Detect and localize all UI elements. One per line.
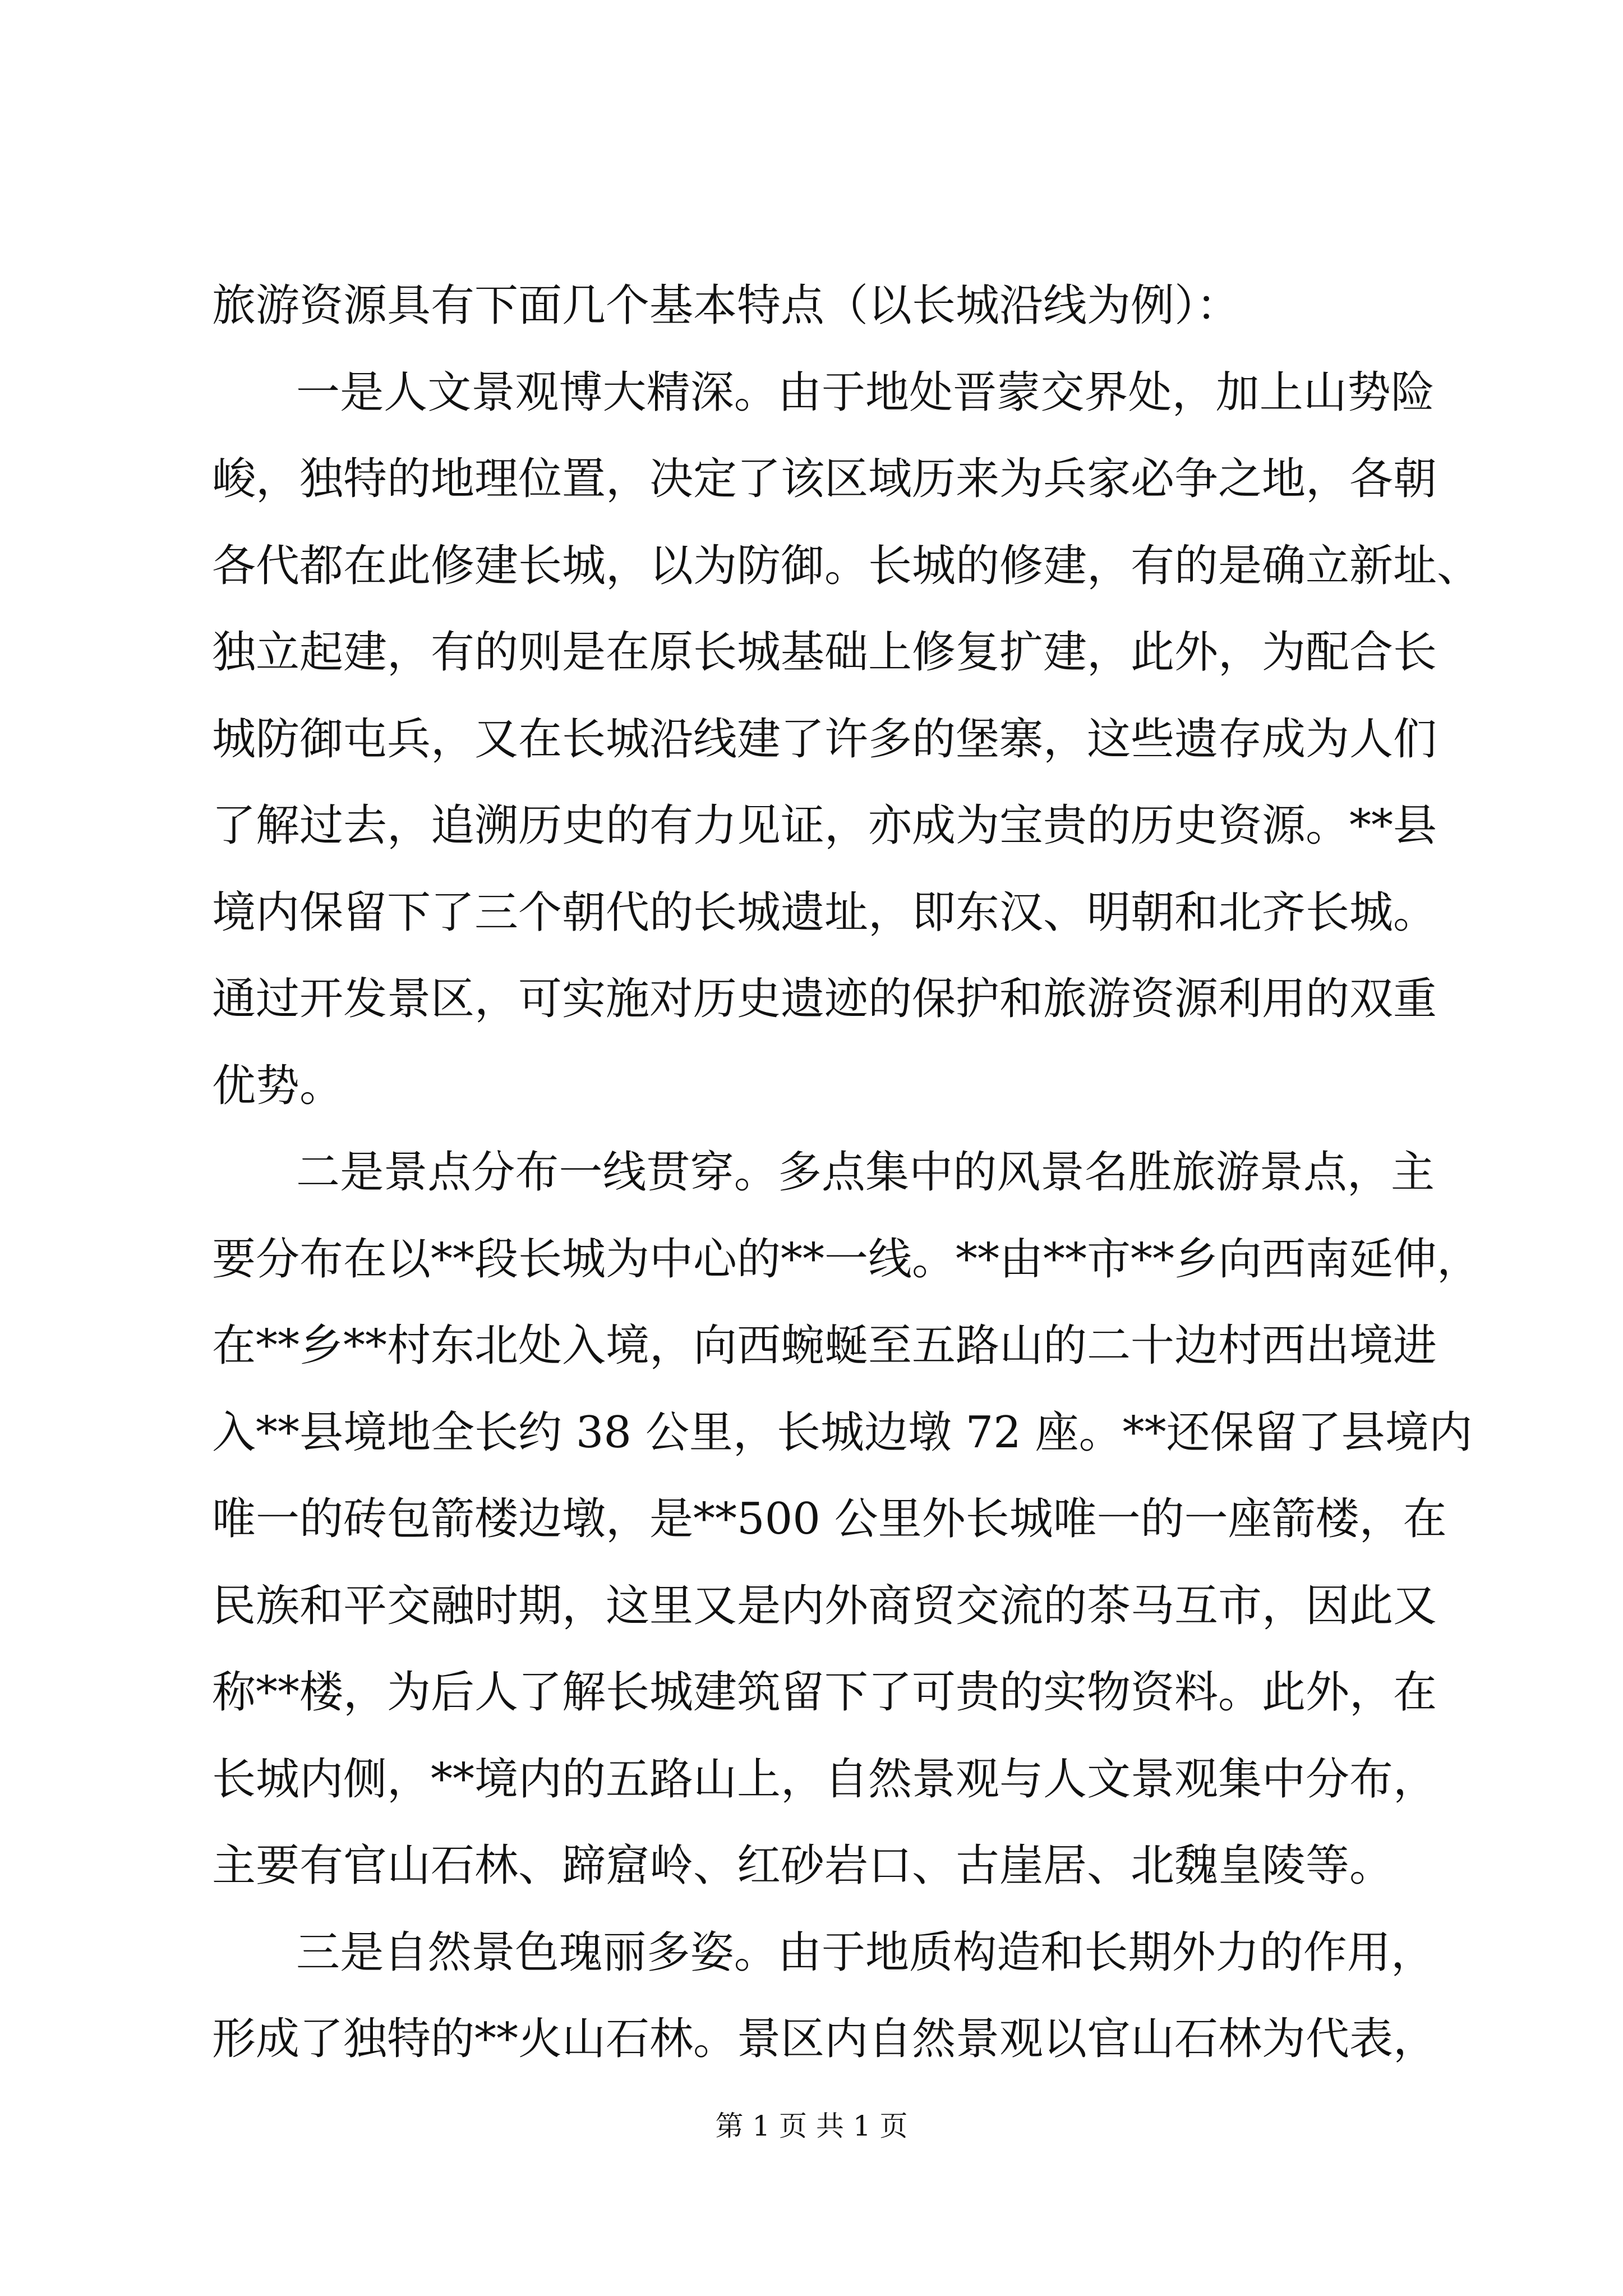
- page-number-footer: 第 1 页 共 1 页: [715, 2110, 908, 2142]
- paragraph-1-line: 一是人文景观博大精深。由于地处晋蒙交界处，加上山势险: [296, 367, 1435, 418]
- text-line: 民族和平交融时期，这里又是内外商贸交流的茶马互市，因此又: [212, 1580, 1437, 1631]
- document-body: [212, 263, 1481, 2083]
- text-line: 主要有官山石林、蹄窟岭、红砂岩口、古崖居、北魏皇陵等。: [212, 1841, 1394, 1891]
- text-line: 形成了独特的**火山石林。景区内自然景观以官山石林为代表，: [212, 2014, 1437, 2064]
- text-line: 了解过去，追溯历史的有力见证，亦成为宝贵的历史资源。**县: [212, 800, 1437, 851]
- text-line: 独立起建，有的则是在原长城基础上修复扩建，此外，为配合长: [212, 627, 1437, 678]
- text-line: 峻，独特的地理位置，决定了该区域历来为兵家必争之地，各朝: [212, 454, 1437, 504]
- paragraph-2-line: 二是景点分布一线贯穿。多点集中的风景名胜旅游景点，主: [296, 1147, 1435, 1198]
- text-line: 长城内侧，**境内的五路山上，自然景观与人文景观集中分布，: [212, 1754, 1437, 1805]
- text-line: 各代都在此修建长城，以为防御。长城的修建，有的是确立新址、: [212, 540, 1481, 591]
- text-line: 旅游资源具有下面几个基本特点（以长城沿线为例）：: [212, 280, 1241, 331]
- text-line: 优势。: [212, 1060, 344, 1111]
- text-line: 称**楼，为后人了解长城建筑留下了可贵的实物资料。此外，在: [212, 1667, 1437, 1718]
- text-line: 通过开发景区，可实施对历史遗迹的保护和旅游资源利用的双重: [212, 974, 1437, 1024]
- text-line: 境内保留下了三个朝代的长城遗址，即东汉、明朝和北齐长城。: [212, 887, 1437, 938]
- text-line: 要分布在以**段长城为中心的**一线。**由**市**乡向西南延伸，: [212, 1234, 1481, 1285]
- text-line: 城防御屯兵，又在长城沿线建了许多的堡寨，这些遗存成为人们: [212, 714, 1437, 765]
- text-line: 唯一的砖包箭楼边墩，是**500 公里外长城唯一的一座箭楼，在: [212, 1494, 1447, 1544]
- paragraph-3-line: 三是自然景色瑰丽多姿。由于地质构造和长期外力的作用，: [296, 1927, 1435, 1978]
- text-line: 入**县境地全长约 38 公里，长城边墩 72 座。**还保留了县境内: [212, 1407, 1473, 1458]
- text-line: 在**乡**村东北处入境，向西蜿蜒至五路山的二十边村西出境进: [212, 1320, 1437, 1371]
